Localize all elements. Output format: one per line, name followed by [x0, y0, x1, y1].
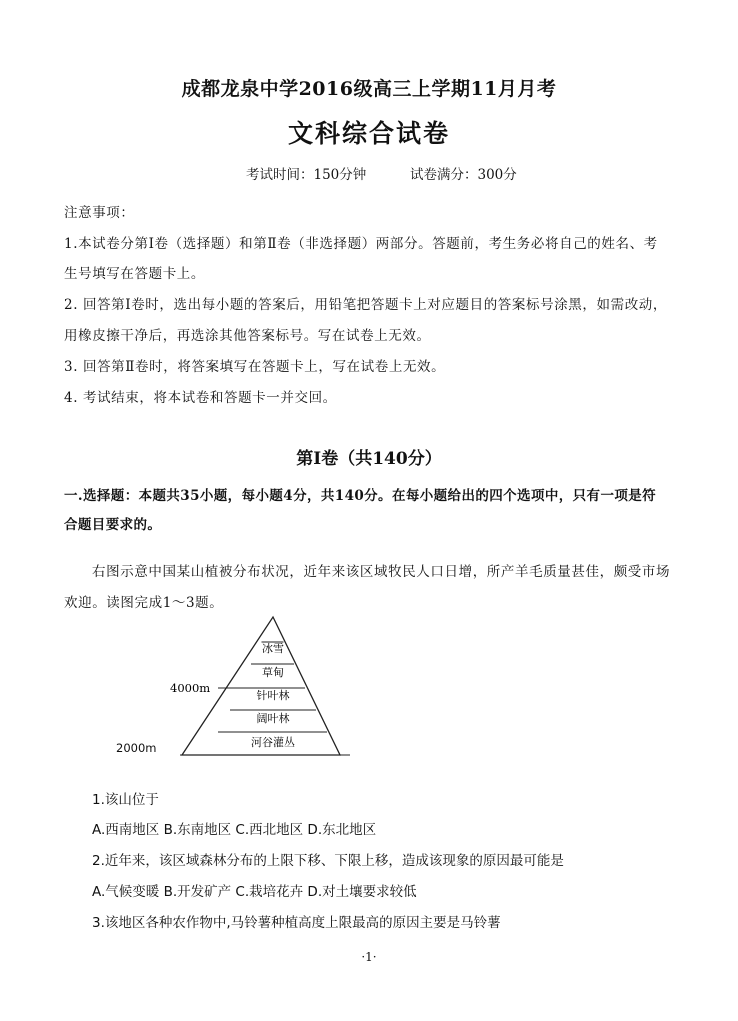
question-options: A.气候变暖 B.开发矿产 C.栽培花卉 D.对土壤要求较低	[92, 884, 417, 900]
section-instruction-cont: 合题目要求的。	[64, 517, 162, 533]
notice-line: 1.本试卷分第Ⅰ卷（选择题）和第Ⅱ卷（非选择题）两部分。答题前，考生务必将自己的姓名、考	[64, 236, 658, 252]
full-score: 试卷满分：300分	[410, 167, 517, 183]
question-stem: 3.该地区各种农作物中,马铃薯种植高度上限最高的原因主要是马铃薯	[92, 915, 501, 931]
question-options: A.西南地区 B.东南地区 C.西北地区 D.东北地区	[92, 822, 377, 838]
exam-title: 成都龙泉中学2016级高三上学期11月月考	[181, 78, 557, 100]
question-stem: 1.该山位于	[92, 792, 159, 808]
page-number: ·1·	[361, 950, 377, 964]
zone-label-snow: 冰雪	[262, 642, 284, 655]
elevation-label-2000-text: 2000m	[116, 741, 157, 755]
notice-line: 4. 考试结束，将本试卷和答题卡一并交回。	[64, 390, 337, 406]
notice-line: 2. 回答第Ⅰ卷时，选出每小题的答案后，用铅笔把答题卡上对应题目的答案标号涂黑，如需改动，	[64, 297, 668, 313]
notice-line: 3. 回答第Ⅱ卷时，将答案填写在答题卡上，写在试卷上无效。	[64, 359, 446, 375]
vegetation-figure	[160, 612, 350, 762]
section-instruction: 一.选择题：本题共35小题，每小题4分，共140分。在每小题给出的四个选项中，只有一项是符	[64, 488, 657, 504]
zone-label-broadleaf: 阔叶林	[256, 712, 290, 725]
exam-subtitle: 文科综合试卷	[287, 119, 450, 148]
zone-label-shrub: 河谷灌丛	[251, 736, 295, 749]
section-title: 第Ⅰ卷（共140分）	[296, 449, 442, 469]
zone-label-meadow: 草甸	[262, 666, 284, 679]
elevation-label-4000: 4000m	[170, 681, 211, 695]
notice-line: 生号填写在答题卡上。	[64, 266, 205, 282]
notice-line: 用橡皮擦干净后，再选涂其他答案标号。写在试卷上无效。	[64, 328, 431, 344]
exam-time: 考试时间：150分钟	[246, 167, 367, 183]
intro-line: 右图示意中国某山植被分布状况，近年来该区域牧民人口日增，所产羊毛质量甚佳，颇受市场	[92, 564, 671, 580]
notice-heading: 注意事项：	[64, 205, 135, 221]
question-stem: 2.近年来，该区域森林分布的上限下移、下限上移，造成该现象的原因最可能是	[92, 853, 564, 869]
zone-label-conifer: 针叶林	[256, 689, 290, 702]
intro-line: 欢迎。读图完成1～3题。	[64, 595, 224, 611]
